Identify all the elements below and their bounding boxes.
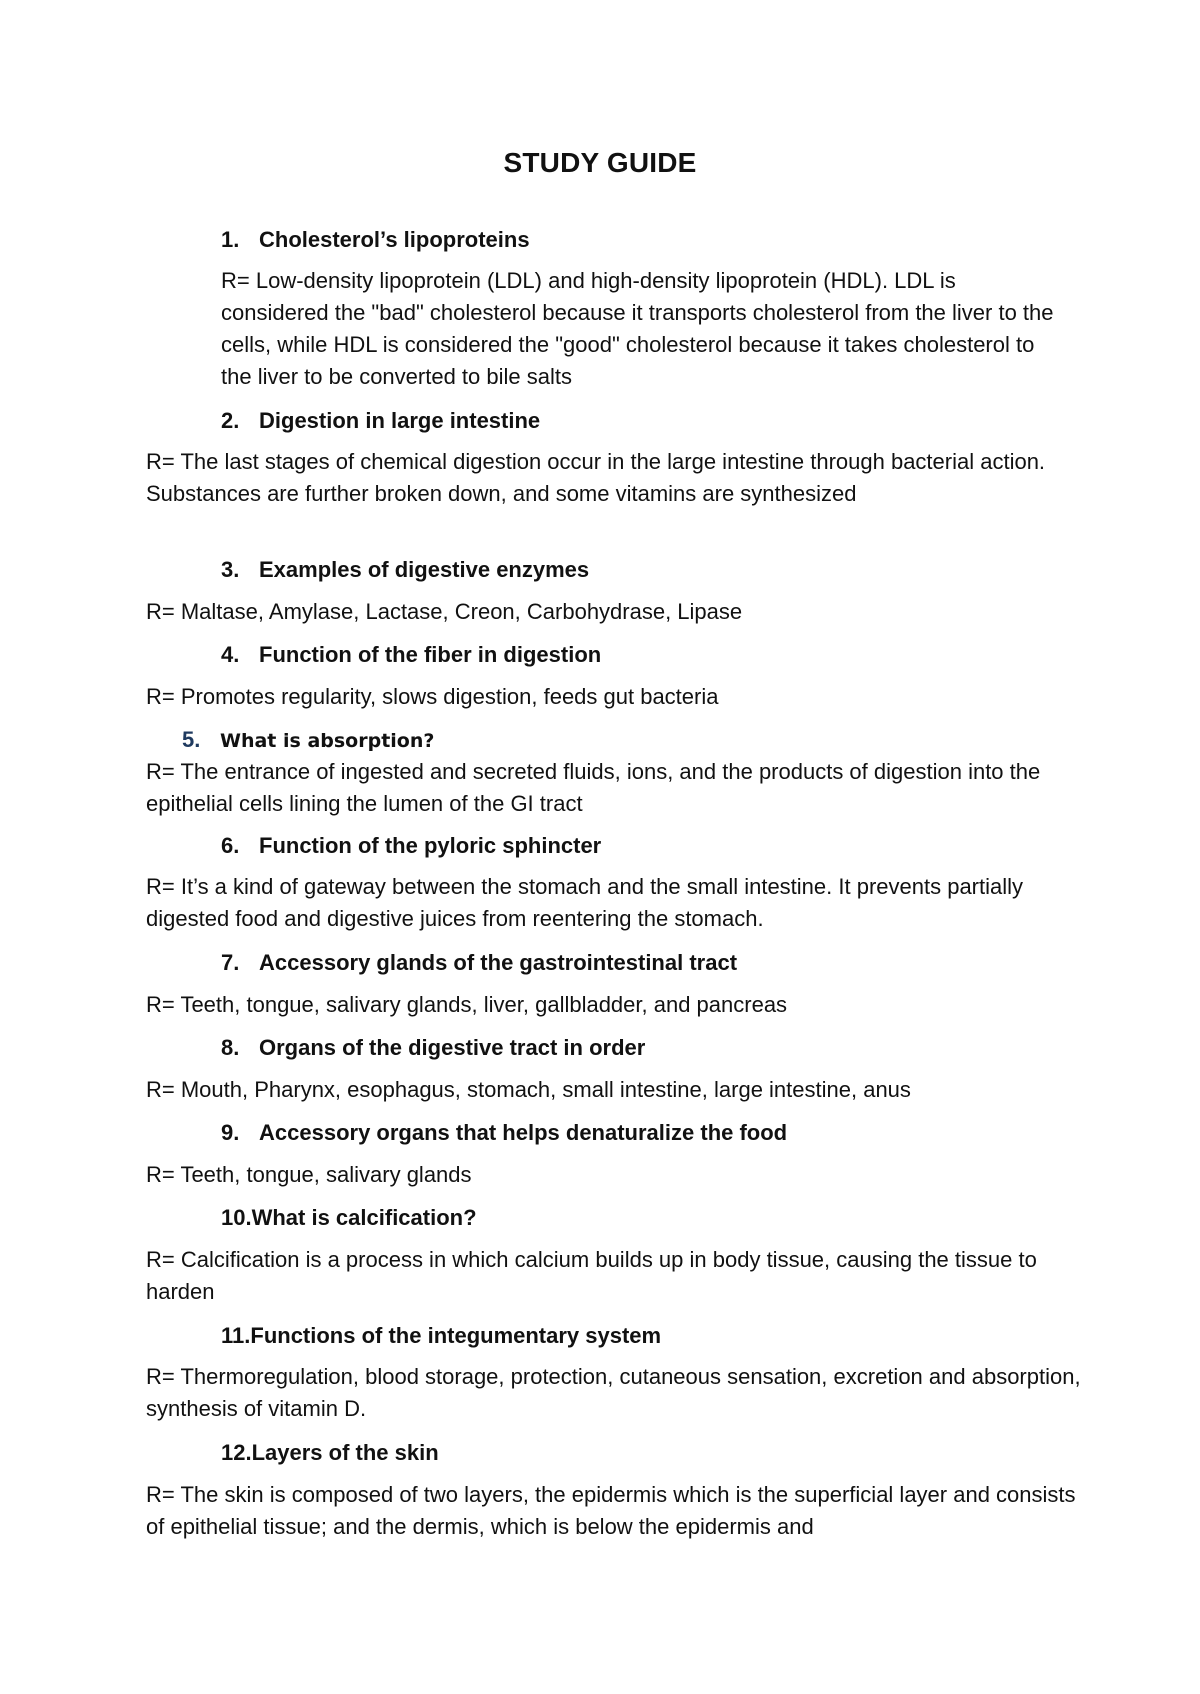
question-text: Cholesterol’s lipoproteins <box>259 227 530 252</box>
question-number: 11. <box>221 1323 251 1348</box>
answer-text: R= Maltase, Amylase, Lactase, Creon, Carbohydrase, Lipase <box>146 599 743 624</box>
question-heading <box>221 555 589 585</box>
question-text: Organs of the digestive tract in order <box>259 1035 646 1060</box>
answer-text: R= Teeth, tongue, salivary glands, liver, gallbladder, and pancreas <box>146 992 788 1017</box>
question-number: 3. <box>221 557 240 582</box>
question-number: 6. <box>221 833 240 858</box>
question-text: Layers of the skin <box>251 1440 439 1465</box>
answer-text: R= Mouth, Pharynx, esophagus, stomach, small intestine, large intestine, anus <box>146 1077 911 1102</box>
question-heading <box>221 1118 787 1148</box>
question-text: What is absorption? <box>220 730 435 752</box>
question-number: 7. <box>221 950 240 975</box>
question-text: Examples of digestive enzymes <box>259 557 590 582</box>
question-number: 8. <box>221 1035 240 1060</box>
question-text: Accessory glands of the gastrointestinal tract <box>259 950 738 975</box>
question-heading <box>221 948 737 978</box>
question-text: Accessory organs that helps denaturalize the food <box>259 1120 788 1145</box>
question-number: 12. <box>221 1440 252 1465</box>
question-heading <box>221 1033 645 1063</box>
question-text: Digestion in large intestine <box>259 408 541 433</box>
question-text: What is calcification? <box>251 1205 477 1230</box>
answer-text: R= It’s a kind of gateway between the stomach and the small intestine. It prevents partially digested food and digestive juices from reentering the stomach. <box>146 874 1024 931</box>
answer-text: R= Calcification is a process in which calcium builds up in body tissue, causing the tissue to harden <box>146 1247 1037 1304</box>
question-heading <box>221 225 530 255</box>
question-number: 1. <box>221 227 240 252</box>
question-heading <box>221 1203 477 1233</box>
answer-text: R= Thermoregulation, blood storage, protection, cutaneous sensation, excretion and absorption, synthesis of vitamin D. <box>146 1364 1081 1421</box>
question-number: 10. <box>221 1205 252 1230</box>
question-number: 5. <box>182 727 201 752</box>
question-number: 2. <box>221 408 240 433</box>
answer-text: R= The entrance of ingested and secreted fluids, ions, and the products of digestion into the epithelial cells lining the lumen of the GI tract <box>146 759 1041 816</box>
question-number: 9. <box>221 1120 240 1145</box>
question-heading <box>221 640 601 670</box>
answer-text: R= Teeth, tongue, salivary glands <box>146 1162 472 1187</box>
question-text: Function of the pyloric sphincter <box>259 833 602 858</box>
question-text: Functions of the integumentary system <box>250 1323 662 1348</box>
question-heading <box>221 831 601 861</box>
question-text: Function of the fiber in digestion <box>259 642 602 667</box>
question-heading <box>221 1438 439 1468</box>
answer-text: R= Low-density lipoprotein (LDL) and high-density lipoprotein (HDL). LDL is considered the "bad" cholesterol because it transports cholesterol from the liver to the cells, while HDL is considered the "good" cholesterol because it takes cholesterol to the liver to be converted to bile salts <box>221 268 1054 389</box>
question-heading <box>221 406 540 436</box>
document-title: STUDY GUIDE <box>503 147 697 178</box>
question-number: 4. <box>221 642 240 667</box>
answer-text: R= The last stages of chemical digestion occur in the large intestine through bacterial action. Substances are further broken down, and some vitamins are synthesized <box>146 449 1046 506</box>
question-heading <box>182 725 434 756</box>
answer-text: R= The skin is composed of two layers, the epidermis which is the superficial layer and consists of epithelial tissue; and the dermis, which is below the epidermis and <box>146 1482 1076 1539</box>
answer-text: R= Promotes regularity, slows digestion, feeds gut bacteria <box>146 684 719 709</box>
question-heading <box>221 1321 661 1351</box>
